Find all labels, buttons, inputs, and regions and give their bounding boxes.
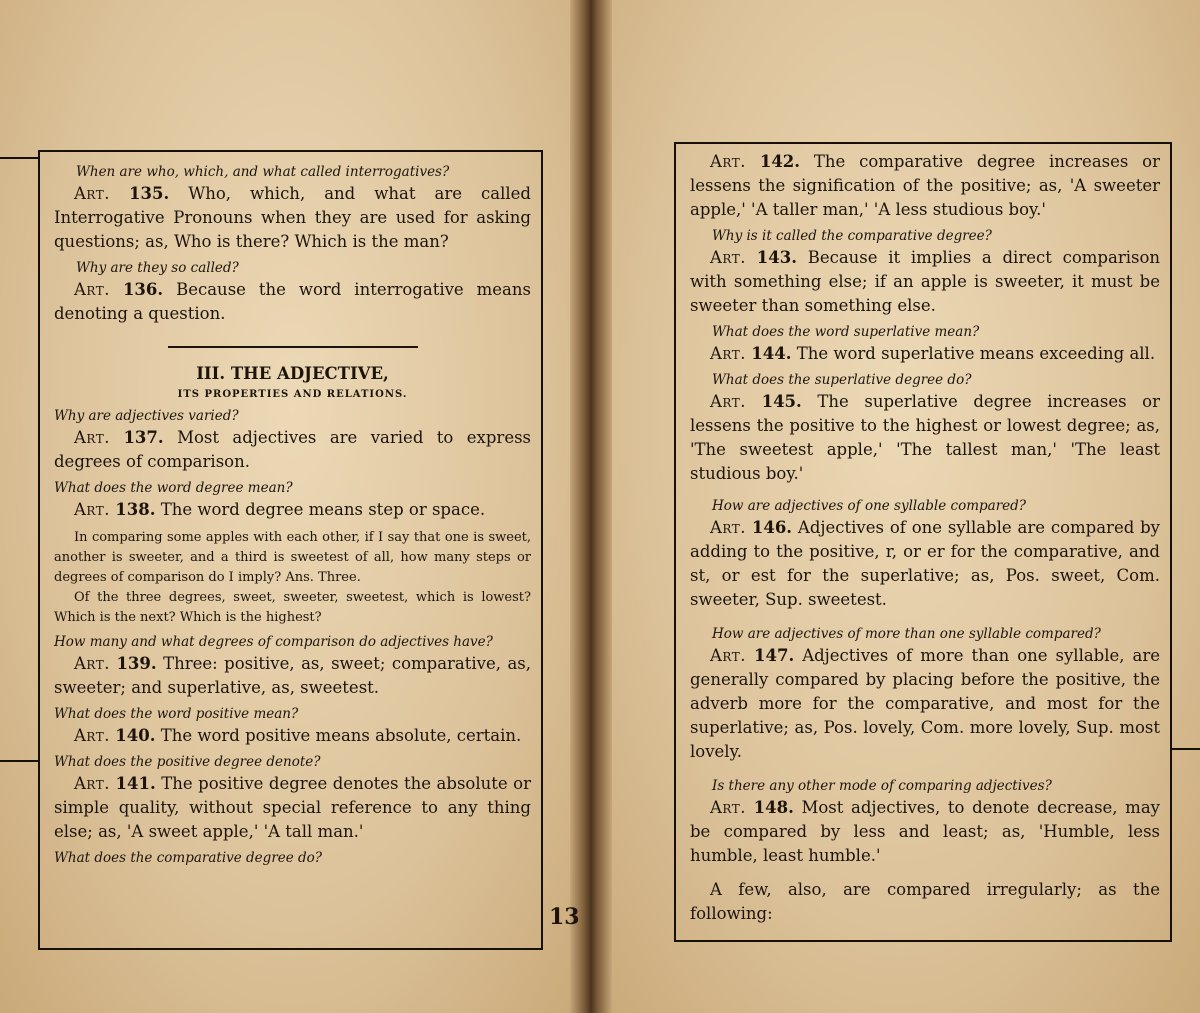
section-heading: III. THE ADJECTIVE, [196, 363, 389, 383]
article-141: Art. 141. The positive degree denotes the absolute or simple quality, without special reference to any thing else; as, 'A sweet apple,' 'A tall man.' [54, 773, 532, 841]
article-148: Art. 148. Most adjectives, to denote decrease, may be compared by less and least; as, 'Humble, less humble, least humble.' [690, 798, 1160, 865]
article-145: Art. 145. The superlative degree increases or lessens the positive to the highest or lowest degree; as, 'The sweetest apple,' 'The tallest man,' 'The least studious boy.' [690, 392, 1160, 483]
question: Why are they so called? [76, 260, 239, 276]
question: What does the positive degree denote? [54, 753, 321, 770]
section-divider [168, 346, 418, 348]
right-text-frame [674, 142, 1172, 942]
question: What does the word superlative mean? [712, 324, 980, 340]
article-140: Art. 140. The word positive means absolute, certain. [74, 725, 522, 745]
question: What does the comparative degree do? [54, 849, 323, 866]
question: What does the word positive mean? [54, 705, 299, 722]
article-146: Art. 146. Adjectives of one syllable are compared by adding to the positive, r, or er for the comparative, and st, or est for the superlative; as, Pos. sweet, Com. sweeter, Sup. sweetest. [690, 518, 1161, 609]
question: Why are adjectives varied? [54, 407, 239, 424]
question: Why is it called the comparative degree? [712, 228, 992, 244]
article-137: Art. 137. Most adjectives are varied to express degrees of comparison. [54, 427, 532, 471]
article-142: Art. 142. The comparative degree increases or lessens the signification of the positive; as, 'A sweeter apple,' 'A taller man,' 'A less studious boy.' [690, 152, 1161, 219]
question: How are adjectives of one syllable compared? [712, 498, 1027, 514]
question: How are adjectives of more than one syllable compared? [712, 626, 1101, 642]
article-139: Art. 139. Three: positive, as, sweet; comparative, as, sweeter; and superlative, as, sweetest. [54, 653, 532, 697]
exercise-note: In comparing some apples with each other, if I say that one is sweet, another is sweeter, and a third is sweetest of all, how many steps or degrees of comparison do I imply? Ans. Three. [54, 529, 531, 585]
question: What does the word degree mean? [54, 479, 293, 496]
left-content [54, 158, 531, 868]
page-number: 13 [549, 904, 580, 930]
article-144: Art. 144. The word superlative means exceeding all. [710, 344, 1156, 363]
article-136: Art. 136. Because the word interrogative means denoting a question. [54, 280, 531, 323]
margin-rule [1170, 748, 1200, 750]
question: What does the superlative degree do? [712, 372, 972, 388]
margin-rule [0, 157, 40, 159]
article-147: Art. 147. Adjectives of more than one syllable, are generally compared by placing before the positive, the adverb more for the comparative, and most for the superlative; as, Pos. lovely, Com. more lovely, Sup. most lovely. [690, 646, 1161, 761]
question: When are who, which, and what called interrogatives? [76, 164, 450, 180]
question: How many and what degrees of comparison do adjectives have? [54, 633, 493, 650]
left-text-frame [38, 150, 543, 950]
right-content [690, 150, 1160, 926]
margin-rule [0, 760, 40, 762]
exercise-note: Of the three degrees, sweet, sweeter, sweetest, which is lowest? Which is the next? Which is the highest? [54, 589, 531, 625]
closing-paragraph: A few, also, are compared irregularly; as the following: [690, 880, 1160, 923]
question: Is there any other mode of comparing adjectives? [712, 778, 1052, 794]
article-138: Art. 138. The word degree means step or space. [74, 499, 486, 519]
book-spine [570, 0, 612, 1013]
article-135: Art. 135. Who, which, and what are called Interrogative Pronouns when they are used for asking questions; as, Who is there? Which is the man? [54, 184, 531, 251]
section-subheading: ITS PROPERTIES AND RELATIONS. [177, 388, 408, 400]
article-143: Art. 143. Because it implies a direct comparison with something else; if an apple is sweeter, it must be sweeter than something else. [690, 248, 1161, 315]
